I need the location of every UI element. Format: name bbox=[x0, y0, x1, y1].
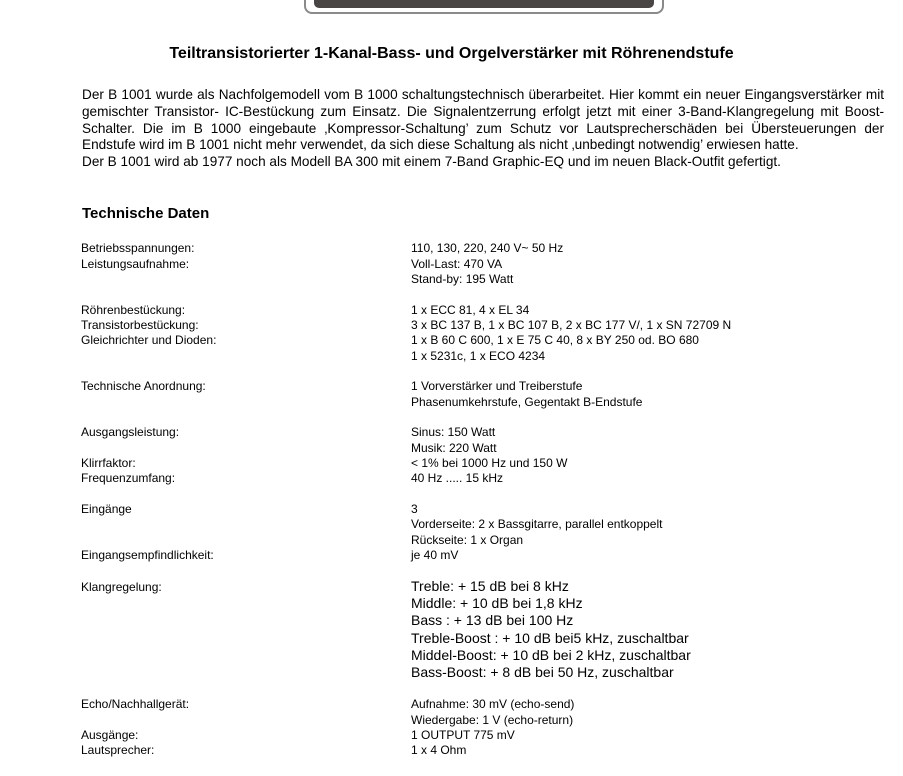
spec-value: 1 x ECC 81, 4 x EL 34 bbox=[411, 303, 530, 317]
spec-label: Ausgänge: bbox=[81, 728, 139, 742]
spec-value: Wiedergabe: 1 V (echo-return) bbox=[411, 713, 574, 727]
spec-value: 3 bbox=[411, 502, 418, 516]
spec-label: Röhrenbestückung: bbox=[81, 303, 186, 317]
spec-value: Phasenumkehrstufe, Gegentakt B-Endstufe bbox=[411, 395, 643, 409]
spec-label: Echo/Nachhallgerät: bbox=[81, 697, 190, 711]
spec-label: Eingangsempfindlichkeit: bbox=[81, 548, 214, 562]
spec-label: Leistungsaufnahme: bbox=[81, 257, 190, 271]
spec-value: Treble: + 15 dB bei 8 kHz bbox=[411, 578, 569, 594]
spec-value: Vorderseite: 2 x Bassgitarre, parallel entkoppelt bbox=[411, 517, 663, 531]
spec-value: 1 x B 60 C 600, 1 x E 75 C 40, 8 x BY 250 od. BO 680 bbox=[411, 333, 699, 347]
spec-label: Klirrfaktor: bbox=[81, 456, 136, 470]
spec-value: je 40 mV bbox=[411, 548, 459, 562]
spec-label: Eingänge bbox=[81, 502, 132, 516]
spec-label: Technische Anordnung: bbox=[81, 379, 206, 393]
spec-value: Bass : + 13 dB bei 100 Hz bbox=[411, 612, 574, 628]
page-title: Teiltransistorierter 1-Kanal-Bass- und Orgelverstärker mit Röhrenendstufe bbox=[169, 45, 734, 62]
spec-value: Middle: + 10 dB bei 1,8 kHz bbox=[411, 595, 583, 611]
spec-value: < 1% bei 1000 Hz und 150 W bbox=[411, 456, 568, 470]
section-title: Technische Daten bbox=[82, 205, 210, 222]
spec-value: Aufnahme: 30 mV (echo-send) bbox=[411, 697, 575, 711]
intro-text bbox=[82, 87, 884, 171]
spec-value: Rückseite: 1 x Organ bbox=[411, 533, 524, 547]
spec-label: Klangregelung: bbox=[81, 580, 162, 594]
spec-value: Voll-Last: 470 VA bbox=[411, 257, 503, 271]
spec-value: Bass-Boost: + 8 dB bei 50 Hz, zuschaltbar bbox=[411, 664, 674, 680]
spec-value: 1 x 5231c, 1 x ECO 4234 bbox=[411, 349, 546, 363]
intro-paragraph-1: Der B 1001 wurde als Nachfolgemodell vom B 1000 schaltungstechnisch überarbeitet. Hier kommt ein neuer Eingangsverstärker mit gemischter Transistor- IC-Bestückung zum Einsatz. Die Signalentzerrung erfolgt jetzt mit einer 3-Band-Klangregelung mit Boost-Schalter. Die im B 1000 eingebaute ‚Kompressor-Schaltung’ zum Schutz vor Lautsprecherschäden bei Übersteuerungen der Endstufe wird im B 1001 nicht mehr verwendet, da sich diese Schaltung als nicht ‚unbedingt notwendig’ erwiesen hatte. bbox=[82, 87, 884, 153]
spec-label: Transistorbestückung: bbox=[81, 318, 199, 332]
spec-label: Ausgangsleistung: bbox=[81, 425, 180, 439]
spec-value: Middel-Boost: + 10 dB bei 2 kHz, zuschaltbar bbox=[411, 647, 691, 663]
spec-label: Frequenzumfang: bbox=[81, 471, 176, 485]
spec-label: Betriebsspannungen: bbox=[81, 241, 195, 255]
spec-value: 1 x 4 Ohm bbox=[411, 743, 467, 757]
spec-value: 40 Hz ..... 15 kHz bbox=[411, 471, 504, 485]
spec-label: Lautsprecher: bbox=[81, 743, 155, 757]
spec-value: Treble-Boost : + 10 dB bei5 kHz, zuschaltbar bbox=[411, 630, 689, 646]
spec-value: Musik: 220 Watt bbox=[411, 441, 497, 455]
spec-value: Sinus: 150 Watt bbox=[411, 425, 496, 439]
spec-value: 1 OUTPUT 775 mV bbox=[411, 728, 515, 742]
spec-value: 1 Vorverstärker und Treiberstufe bbox=[411, 379, 583, 393]
spec-label: Gleichrichter und Dioden: bbox=[81, 333, 217, 347]
amplifier-photo-bottom-edge bbox=[304, 0, 664, 14]
spec-value: 3 x BC 137 B, 1 x BC 107 B, 2 x BC 177 V/, 1 x SN 72709 N bbox=[411, 318, 732, 332]
spec-value: Stand-by: 195 Watt bbox=[411, 272, 514, 286]
intro-paragraph-2: Der B 1001 wird ab 1977 noch als Modell BA 300 mit einem 7-Band Graphic-EQ und im neuen Black-Outfit gefertigt. bbox=[82, 154, 781, 170]
spec-value: 110, 130, 220, 240 V~ 50 Hz bbox=[411, 241, 564, 255]
